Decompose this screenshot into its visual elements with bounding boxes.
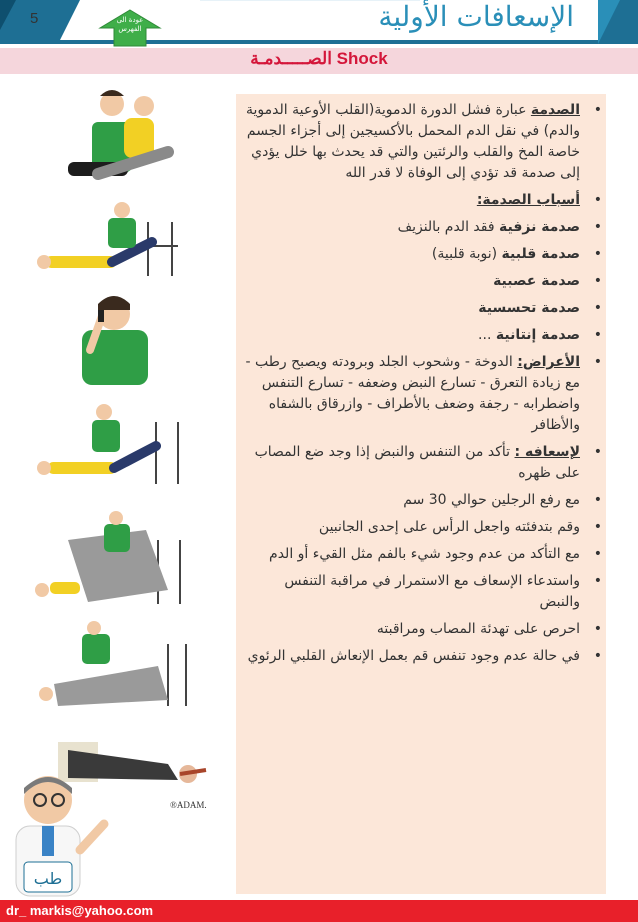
illustration-calling-help bbox=[28, 290, 188, 385]
illustration-checking-pulse bbox=[28, 398, 188, 488]
list-item: • صدمة تحسسية bbox=[240, 298, 580, 319]
doctor-mascot-icon bbox=[4, 770, 114, 898]
list-item: • وقم بتدفئته واجعل الرأس على إحدى الجانبين bbox=[240, 517, 580, 538]
page-number: 5 bbox=[30, 10, 39, 27]
footer-email[interactable]: dr_ markis@yahoo.com bbox=[6, 903, 154, 918]
list-item: • صدمة قلبية (نوبة قلبية) bbox=[240, 244, 580, 265]
content-text bbox=[240, 100, 580, 673]
list-item bbox=[240, 190, 580, 211]
home-button-label[interactable]: عودة الى الفهرس bbox=[116, 16, 144, 33]
illustration-shock-position bbox=[28, 82, 188, 192]
list-item: • مع رفع الرجلين حوالي 30 سم bbox=[240, 490, 580, 511]
list-item: • الصدمة عبارة فشل الدورة الدموية(القلب الأوعية الدموية والدم) في نقل الدم المحمل بالأكسيجين إلى أجزاء الجسم خاصة المخ والقلب والرئتين والتي قد يحدث بها خلل يؤدي إلى صدمة قد تؤدي إلى الوفاة لا قدر الله bbox=[240, 100, 580, 184]
illustration-covering-blanket bbox=[28, 510, 188, 610]
page-header bbox=[0, 0, 638, 42]
list-item: • في حالة عدم وجود تنفس قم بعمل الإنعاش القلبي الرئوي bbox=[240, 646, 580, 667]
list-item: • صدمة إنتانية ... bbox=[240, 325, 580, 346]
list-item: • احرص على تهدئة المصاب ومراقبته bbox=[240, 619, 580, 640]
doctor-sign-text: طب bbox=[33, 869, 63, 888]
illustration-covered-patient bbox=[28, 620, 188, 710]
section-title: الصـــــدمـة Shock bbox=[250, 49, 388, 68]
list-item: • مع التأكد من عدم وجود شيء بالفم مثل القيء أو الدم bbox=[240, 544, 580, 565]
list-item: • لإسعافه : تأكد من التنفس والنبض إذا وجد ضع المصاب على ظهره bbox=[240, 442, 580, 484]
list-item: • صدمة عصبية bbox=[240, 271, 580, 292]
list-item: • واستدعاء الإسعاف مع الاستمرار في مراقبة التنفس والنبض bbox=[240, 571, 580, 613]
image-credit: ®ADAM. bbox=[170, 800, 207, 810]
causes-heading: أسباب الصدمة: bbox=[476, 192, 580, 208]
page-title: الإسعافات الأولية bbox=[378, 0, 574, 33]
list-item: • صدمة نزفية فقد الدم بالنزيف bbox=[240, 217, 580, 238]
list-item: • الأعراض: الدوخة - وشحوب الجلد وبرودته ويصبح رطب - مع زيادة التعرق - تسارع النبض وضعفه - تسارع التنفس واضطرابه - رجفة وضعف بالأطراف - وازرقاق بالشفاه والأظافر bbox=[240, 352, 580, 436]
illustration-leg-raise bbox=[28, 200, 188, 280]
